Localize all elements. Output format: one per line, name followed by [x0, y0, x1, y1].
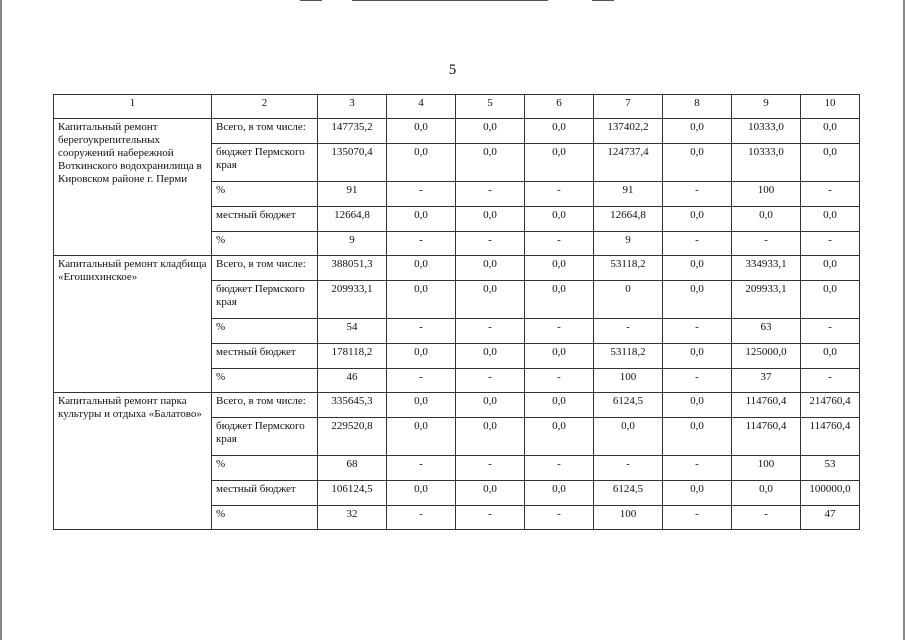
- value-cell: 100: [732, 456, 801, 481]
- value-cell: 46: [318, 369, 387, 393]
- value-cell: 91: [594, 182, 663, 207]
- value-cell: -: [456, 506, 525, 530]
- value-cell: 100: [594, 506, 663, 530]
- value-cell: 0,0: [801, 144, 860, 182]
- value-cell: 100: [594, 369, 663, 393]
- value-cell: -: [456, 319, 525, 344]
- value-cell: 0,0: [663, 144, 732, 182]
- value-cell: 0,0: [387, 256, 456, 281]
- row-label: Всего, в том числе:: [212, 256, 318, 281]
- row-label: местный бюджет: [212, 481, 318, 506]
- value-cell: -: [456, 182, 525, 207]
- value-cell: -: [387, 182, 456, 207]
- value-cell: 9: [318, 232, 387, 256]
- value-cell: 0,0: [456, 144, 525, 182]
- value-cell: 0,0: [387, 393, 456, 418]
- value-cell: 209933,1: [732, 281, 801, 319]
- value-cell: 0,0: [525, 481, 594, 506]
- value-cell: -: [387, 456, 456, 481]
- value-cell: 0,0: [801, 256, 860, 281]
- value-cell: 114760,4: [732, 418, 801, 456]
- value-cell: -: [594, 456, 663, 481]
- value-cell: 388051,3: [318, 256, 387, 281]
- value-cell: 53: [801, 456, 860, 481]
- value-cell: 0,0: [387, 344, 456, 369]
- row-label: %: [212, 182, 318, 207]
- value-cell: -: [525, 232, 594, 256]
- value-cell: -: [456, 456, 525, 481]
- value-cell: -: [663, 456, 732, 481]
- value-cell: 114760,4: [801, 418, 860, 456]
- column-header: 7: [594, 95, 663, 119]
- column-header: 1: [54, 95, 212, 119]
- column-header: 9: [732, 95, 801, 119]
- column-header: 2: [212, 95, 318, 119]
- scan-top-mark: [592, 0, 614, 1]
- project-name: Капитальный ремонт парка культуры и отдыха «Балатово»: [54, 393, 212, 530]
- value-cell: 6124,5: [594, 481, 663, 506]
- value-cell: 0,0: [387, 144, 456, 182]
- value-cell: -: [663, 369, 732, 393]
- page-number: 5: [448, 62, 457, 78]
- value-cell: -: [525, 319, 594, 344]
- value-cell: 0,0: [801, 344, 860, 369]
- column-header: 10: [801, 95, 860, 119]
- value-cell: 54: [318, 319, 387, 344]
- value-cell: 0,0: [456, 481, 525, 506]
- value-cell: 0,0: [801, 119, 860, 144]
- value-cell: -: [801, 182, 860, 207]
- value-cell: 135070,4: [318, 144, 387, 182]
- value-cell: 0,0: [663, 418, 732, 456]
- value-cell: 0,0: [663, 207, 732, 232]
- row-label: %: [212, 456, 318, 481]
- table-row: [54, 393, 860, 418]
- value-cell: -: [525, 369, 594, 393]
- value-cell: 0,0: [663, 344, 732, 369]
- row-label: местный бюджет: [212, 207, 318, 232]
- value-cell: 100: [732, 182, 801, 207]
- value-cell: -: [525, 182, 594, 207]
- value-cell: -: [801, 369, 860, 393]
- row-label: Всего, в том числе:: [212, 119, 318, 144]
- value-cell: 0,0: [525, 393, 594, 418]
- value-cell: 0,0: [663, 256, 732, 281]
- value-cell: 0,0: [525, 418, 594, 456]
- row-label: бюджет Пермского края: [212, 418, 318, 456]
- value-cell: 137402,2: [594, 119, 663, 144]
- table-header-row: [54, 95, 860, 119]
- value-cell: -: [663, 182, 732, 207]
- value-cell: -: [456, 232, 525, 256]
- value-cell: 12664,8: [318, 207, 387, 232]
- value-cell: -: [387, 506, 456, 530]
- value-cell: 0,0: [456, 418, 525, 456]
- value-cell: 0,0: [663, 393, 732, 418]
- value-cell: 9: [594, 232, 663, 256]
- value-cell: 63: [732, 319, 801, 344]
- row-label: %: [212, 232, 318, 256]
- scan-top-mark: [300, 0, 322, 1]
- scan-edge-left: [0, 0, 2, 640]
- value-cell: 10333,0: [732, 144, 801, 182]
- value-cell: 0,0: [456, 119, 525, 144]
- table-row: [54, 256, 860, 281]
- value-cell: 37: [732, 369, 801, 393]
- column-header: 6: [525, 95, 594, 119]
- value-cell: -: [525, 506, 594, 530]
- value-cell: 6124,5: [594, 393, 663, 418]
- value-cell: -: [663, 232, 732, 256]
- value-cell: -: [732, 506, 801, 530]
- value-cell: 106124,5: [318, 481, 387, 506]
- row-label: %: [212, 319, 318, 344]
- table-row: [54, 119, 860, 144]
- value-cell: 0,0: [663, 481, 732, 506]
- value-cell: 47: [801, 506, 860, 530]
- value-cell: 0,0: [456, 393, 525, 418]
- value-cell: 0,0: [732, 207, 801, 232]
- value-cell: -: [594, 319, 663, 344]
- project-name: Капитальный ремонт берегоукрепительных сооружений набережной Воткинского водохранилища в Кировском районе г. Перми: [54, 119, 212, 256]
- value-cell: -: [387, 369, 456, 393]
- value-cell: -: [801, 319, 860, 344]
- value-cell: 0,0: [525, 144, 594, 182]
- scan-top-mark: [352, 0, 548, 1]
- value-cell: 214760,4: [801, 393, 860, 418]
- value-cell: 0,0: [525, 207, 594, 232]
- value-cell: 0,0: [525, 344, 594, 369]
- value-cell: 0,0: [387, 207, 456, 232]
- value-cell: 0,0: [525, 256, 594, 281]
- column-header: 4: [387, 95, 456, 119]
- value-cell: 0,0: [525, 281, 594, 319]
- value-cell: 0,0: [387, 418, 456, 456]
- column-header: 5: [456, 95, 525, 119]
- value-cell: 68: [318, 456, 387, 481]
- value-cell: 0,0: [456, 207, 525, 232]
- value-cell: -: [525, 456, 594, 481]
- value-cell: 0,0: [387, 281, 456, 319]
- row-label: бюджет Пермского края: [212, 281, 318, 319]
- value-cell: 0,0: [456, 281, 525, 319]
- value-cell: 0,0: [387, 481, 456, 506]
- value-cell: 53118,2: [594, 344, 663, 369]
- value-cell: 0: [594, 281, 663, 319]
- value-cell: 53118,2: [594, 256, 663, 281]
- column-header: 3: [318, 95, 387, 119]
- value-cell: -: [801, 232, 860, 256]
- value-cell: 91: [318, 182, 387, 207]
- value-cell: 0,0: [663, 119, 732, 144]
- value-cell: 0,0: [456, 344, 525, 369]
- value-cell: 0,0: [663, 281, 732, 319]
- value-cell: -: [663, 506, 732, 530]
- value-cell: 209933,1: [318, 281, 387, 319]
- value-cell: -: [387, 319, 456, 344]
- value-cell: 0,0: [456, 256, 525, 281]
- value-cell: 0,0: [525, 119, 594, 144]
- value-cell: -: [663, 319, 732, 344]
- value-cell: 0,0: [801, 281, 860, 319]
- budget-table: [53, 94, 860, 530]
- value-cell: 125000,0: [732, 344, 801, 369]
- value-cell: 178118,2: [318, 344, 387, 369]
- value-cell: 100000,0: [801, 481, 860, 506]
- value-cell: 124737,4: [594, 144, 663, 182]
- value-cell: -: [732, 232, 801, 256]
- value-cell: 114760,4: [732, 393, 801, 418]
- column-header: 8: [663, 95, 732, 119]
- value-cell: 10333,0: [732, 119, 801, 144]
- value-cell: 0,0: [732, 481, 801, 506]
- value-cell: 0,0: [594, 418, 663, 456]
- value-cell: 229520,8: [318, 418, 387, 456]
- row-label: %: [212, 506, 318, 530]
- value-cell: -: [387, 232, 456, 256]
- value-cell: 12664,8: [594, 207, 663, 232]
- value-cell: -: [456, 369, 525, 393]
- value-cell: 0,0: [387, 119, 456, 144]
- value-cell: 335645,3: [318, 393, 387, 418]
- value-cell: 0,0: [801, 207, 860, 232]
- value-cell: 334933,1: [732, 256, 801, 281]
- row-label: %: [212, 369, 318, 393]
- value-cell: 32: [318, 506, 387, 530]
- row-label: местный бюджет: [212, 344, 318, 369]
- row-label: бюджет Пермского края: [212, 144, 318, 182]
- value-cell: 147735,2: [318, 119, 387, 144]
- project-name: Капитальный ремонт кладбища «Егошихинское»: [54, 256, 212, 393]
- row-label: Всего, в том числе:: [212, 393, 318, 418]
